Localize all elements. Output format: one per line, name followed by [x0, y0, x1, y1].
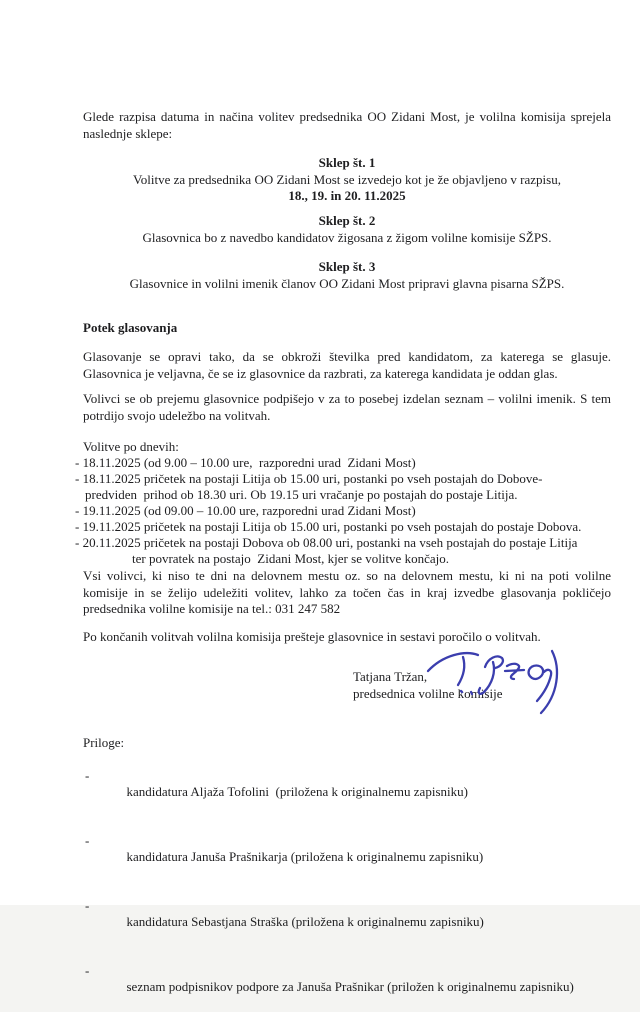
procedure-p1-line-2: Glasovnica je veljavna, če se iz glasovnice da razbrati, za katerega kandidata je oddan glas. [83, 365, 558, 381]
attachment-item [83, 882, 611, 947]
procedure-p2-line-1: Volivci se ob prejemu glasovnice podpišejo v za to posebej izdelan seznam – volilni imenik. S tem [83, 391, 611, 406]
attachment-item [83, 816, 611, 881]
intro-paragraph [83, 109, 611, 142]
intro-line-2: naslednje sklepe: [83, 125, 173, 141]
sklep-3 [83, 259, 611, 292]
schedule-line: - 18.11.2025 (od 9.00 – 10.00 ure, razporedni urad Zidani Most) [75, 455, 416, 470]
contact-line-3: predsednika volilne komisije na tel.: 031 247 582 [83, 601, 341, 616]
attachment-text: kandidatura Sebastjana Straška (priložena k originalnemu zapisniku) [126, 914, 484, 930]
procedure-p2-line-2: potrdijo svojo udeležbo na volitvah. [83, 407, 271, 423]
schedule-line: - 19.11.2025 pričetek na postaji Litija ob 15.00 uri, postanki po vseh postajah do postaje Dobova. [75, 519, 582, 534]
sklep-2-body: Glasovnica bo z navedbo kandidatov žigosana z žigom volilne komisije SŽPS. [142, 229, 552, 245]
contact-paragraph [83, 568, 611, 618]
sklep-3-title: Sklep št. 3 [318, 259, 376, 274]
sklep-2 [83, 213, 611, 246]
attachment-text: kandidatura Aljaža Tofolini (priložena k originalnemu zapisniku) [126, 783, 468, 799]
procedure-paragraph-2 [83, 391, 611, 424]
intro-line-1: Glede razpisa datuma in načina volitev predsednika OO Zidani Most, je volilna komisija sprejela [83, 109, 611, 124]
signature-name: Tatjana Tržan, [353, 669, 428, 684]
schedule-line: predviden prihod ob 18.30 uri. Ob 19.15 uri vračanje po postajah do postaje Litija. [85, 487, 518, 502]
closing-paragraph: Po končanih volitvah volilna komisija prešteje glasovnice in sestavi poročilo o volitvah. [83, 629, 541, 644]
schedule-section [75, 439, 611, 567]
voting-procedure-heading: Potek glasovanja [83, 320, 178, 335]
sklep-1-dates: 18., 19. in 20. 11.2025 [288, 188, 406, 203]
sklep-3-body: Glasovnice in volilni imenik članov OO Zidani Most pripravi glavna pisarna SŽPS. [129, 275, 565, 291]
attachments-section [83, 735, 611, 1012]
attachment-dash: - [85, 767, 90, 783]
contact-line-2: komisije in se želijo udeležiti volitev, lahko za točen čas in kraj izvedbe glasovanja pokličejo [83, 584, 611, 600]
sklep-2-title: Sklep št. 2 [318, 213, 376, 228]
sklep-1-body: Volitve za predsednika OO Zidani Most se izvedejo kot je že objavljeno v razpisu, [133, 171, 561, 187]
attachment-dash: - [85, 897, 90, 913]
procedure-p1-line-1: Glasovanje se opravi tako, da se obkroži številka pred kandidatom, za katerega se glasuje. [83, 349, 611, 364]
schedule-line: ter povratek na postajo Zidani Most, kjer se volitve končajo. [132, 551, 449, 566]
attachment-item [83, 947, 611, 1012]
attachment-dash: - [85, 963, 90, 979]
attachment-item [83, 751, 611, 816]
procedure-paragraph-1 [83, 349, 611, 382]
signature-role: predsednica volilne komisije [353, 685, 503, 701]
sklep-1 [83, 155, 611, 205]
contact-line-1: Vsi volivci, ki niso te dni na delovnem mestu oz. so na delovnem mestu, ki ni na poti volilne [83, 568, 611, 583]
attachment-dash: - [85, 832, 90, 848]
schedule-line: - 20.11.2025 pričetek na postaji Dobova ob 08.00 uri, postanki na vseh postajah do postaje Litija [75, 535, 578, 550]
sklep-1-title: Sklep št. 1 [318, 155, 376, 170]
schedule-line: - 18.11.2025 pričetek na postaji Litija ob 15.00 uri, postanki po vseh postajah do Dobove- [75, 471, 543, 486]
attachment-text: seznam podpisnikov podpore za Januša Prašnikar (priložen k originalnemu zapisniku) [126, 979, 574, 995]
schedule-line: - 19.11.2025 (od 09.00 – 10.00 ure, razporedni urad Zidani Most) [75, 503, 416, 518]
schedule-heading: Volitve po dnevih: [83, 439, 179, 454]
handwritten-signature-ink [425, 641, 565, 721]
attachments-heading: Priloge: [83, 735, 125, 750]
attachment-text: kandidatura Januša Prašnikarja (priložena k originalnemu zapisniku) [126, 849, 484, 865]
